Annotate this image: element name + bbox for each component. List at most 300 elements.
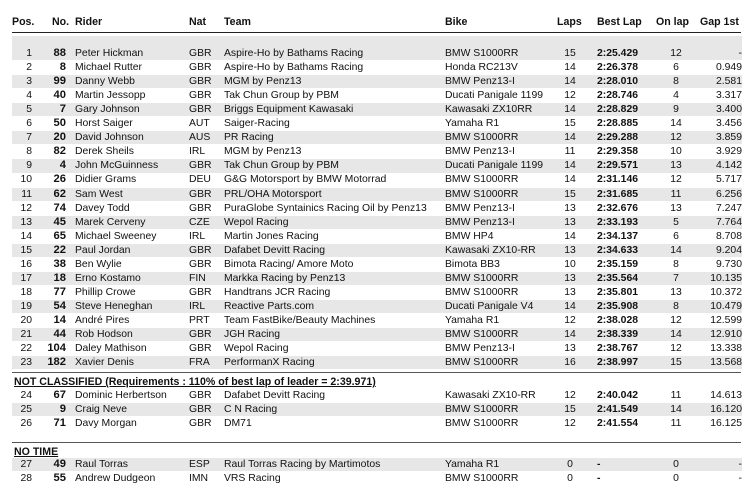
cell-no: 20 xyxy=(53,131,66,144)
cell-rider: Xavier Denis xyxy=(75,357,134,369)
cell-pos: 5 xyxy=(26,104,32,116)
cell-gap: 14.613 xyxy=(710,390,742,401)
cell-bike: BMW HP4 xyxy=(445,230,494,242)
cell-nat: IMN xyxy=(189,473,209,485)
cell-best: 2:41.554 xyxy=(597,418,639,430)
cell-gap: 10.135 xyxy=(710,272,742,284)
cell-onlap: 6 xyxy=(673,230,679,242)
cell-gap: 10.372 xyxy=(710,286,742,298)
cell-best: - xyxy=(597,459,601,470)
cell-team: Dafabet Devitt Racing xyxy=(224,390,326,401)
cell-no: 26 xyxy=(53,173,66,186)
cell-bike: BMW Penz13-I xyxy=(445,202,515,214)
cell-pos: 8 xyxy=(26,146,32,158)
cell-team: Tak Chun Group by PBM xyxy=(224,160,339,172)
cell-gap: 7.764 xyxy=(715,216,742,228)
cell-gap: 16.125 xyxy=(710,418,742,430)
cell-onlap: 13 xyxy=(670,160,682,172)
cell-pos: 2 xyxy=(26,62,32,74)
cell-best: 2:38.997 xyxy=(597,357,639,369)
cell-pos: 20 xyxy=(20,314,32,326)
cell-nat: IRL xyxy=(189,230,206,242)
cell-pos: 25 xyxy=(20,404,32,416)
cell-best: 2:38.767 xyxy=(597,343,639,355)
cell-no: 55 xyxy=(53,472,66,485)
cell-nat: AUT xyxy=(189,118,210,130)
cell-onlap: 12 xyxy=(670,132,682,144)
cell-onlap: 12 xyxy=(670,343,682,355)
cell-onlap: 11 xyxy=(670,390,682,401)
cell-bike: BMW S1000RR xyxy=(445,329,519,340)
cell-bike: BMW S1000RR xyxy=(445,286,519,298)
cell-best: 2:29.358 xyxy=(597,146,639,158)
cell-no: 7 xyxy=(59,103,66,116)
cell-no: 67 xyxy=(53,389,66,401)
cell-onlap: 6 xyxy=(673,62,679,74)
cell-bike: BMW Penz13-I xyxy=(445,216,515,228)
cell-nat: IRL xyxy=(189,300,206,312)
cell-rider: Davy Morgan xyxy=(75,418,137,430)
cell-gap: 5.717 xyxy=(715,174,742,186)
cell-nat: GBR xyxy=(189,48,212,59)
cell-best: 2:35.564 xyxy=(597,272,639,284)
cell-laps: 15 xyxy=(564,48,576,59)
cell-pos: 18 xyxy=(20,286,32,298)
cell-laps: 14 xyxy=(564,76,576,88)
cell-nat: GBR xyxy=(189,418,212,430)
cell-no: 9 xyxy=(59,403,66,416)
cell-rider: Peter Hickman xyxy=(75,48,144,59)
cell-gap: 2.581 xyxy=(715,76,742,88)
cell-no: 14 xyxy=(53,313,66,326)
cell-onlap: 12 xyxy=(670,314,682,326)
cell-laps: 13 xyxy=(564,216,576,228)
cell-pos: 14 xyxy=(20,230,32,242)
cell-team: PR Racing xyxy=(224,132,274,144)
header-bike: Bike xyxy=(445,16,468,28)
cell-gap: 3.317 xyxy=(715,90,742,102)
cell-onlap: 0 xyxy=(673,473,679,485)
cell-team: C N Racing xyxy=(224,404,278,416)
cell-bike: Honda RC213V xyxy=(445,62,518,74)
cell-pos: 10 xyxy=(20,174,32,186)
cell-rider: Andrew Dudgeon xyxy=(75,473,156,485)
cell-onlap: 10 xyxy=(670,146,682,158)
table-row xyxy=(12,75,742,88)
cell-gap: 12.910 xyxy=(710,329,742,340)
cell-best: 2:34.137 xyxy=(597,230,639,242)
cell-gap: 13.568 xyxy=(710,357,742,369)
cell-best: 2:35.801 xyxy=(597,286,639,298)
cell-nat: CZE xyxy=(189,216,210,228)
cell-laps: 0 xyxy=(567,473,573,485)
cell-bike: Yamaha R1 xyxy=(445,314,500,326)
cell-gap: 10.479 xyxy=(710,300,742,312)
cell-pos: 13 xyxy=(20,216,32,228)
cell-rider: Daley Mathison xyxy=(75,343,147,355)
cell-rider: Paul Jordan xyxy=(75,244,131,256)
cell-team: Saiger-Racing xyxy=(224,118,290,130)
cell-nat: GBR xyxy=(189,160,212,172)
cell-best: 2:29.571 xyxy=(597,160,639,172)
cell-rider: Danny Webb xyxy=(75,76,135,88)
cell-onlap: 13 xyxy=(670,202,682,214)
cell-laps: 15 xyxy=(564,188,576,200)
cell-onlap: 8 xyxy=(673,300,679,312)
cell-best: 2:33.193 xyxy=(597,216,639,228)
cell-team: G&G Motorsport by BMW Motorrad xyxy=(224,174,387,186)
cell-bike: Kawasaki ZX10RR xyxy=(445,104,533,116)
cell-team: Markka Racing by Penz13 xyxy=(224,272,346,284)
cell-gap: - xyxy=(738,473,742,485)
cell-team: Bimota Racing/ Amore Moto xyxy=(224,258,354,270)
cell-best: 2:38.339 xyxy=(597,329,639,340)
cell-rider: Michael Rutter xyxy=(75,62,142,74)
cell-bike: Kawasaki ZX10-RR xyxy=(445,390,536,401)
cell-bike: BMW Penz13-I xyxy=(445,343,515,355)
cell-nat: IRL xyxy=(189,146,206,158)
cell-onlap: 11 xyxy=(670,188,682,200)
header-nat: Nat xyxy=(189,16,207,28)
cell-bike: Ducati Panigale 1199 xyxy=(445,90,544,102)
cell-pos: 27 xyxy=(20,459,32,470)
cell-no: 4 xyxy=(59,159,66,172)
cell-team: Aspire-Ho by Bathams Racing xyxy=(224,48,364,59)
cell-laps: 14 xyxy=(564,174,576,186)
cell-team: PerformanX Racing xyxy=(224,357,315,369)
cell-best: 2:28.829 xyxy=(597,104,639,116)
cell-laps: 16 xyxy=(564,357,576,369)
cell-team: Team FastBike/Beauty Machines xyxy=(224,314,376,326)
cell-rider: Martin Jessopp xyxy=(75,90,146,102)
cell-onlap: 14 xyxy=(670,118,682,130)
cell-nat: ESP xyxy=(189,459,210,470)
cell-onlap: 12 xyxy=(670,48,682,59)
cell-laps: 14 xyxy=(564,132,576,144)
cell-pos: 19 xyxy=(20,300,32,312)
cell-laps: 11 xyxy=(564,146,576,158)
cell-no: 71 xyxy=(53,417,66,430)
cell-onlap: 14 xyxy=(670,244,682,256)
cell-gap: 6.256 xyxy=(715,188,742,200)
cell-team: DM71 xyxy=(224,418,252,430)
cell-nat: GBR xyxy=(189,286,212,298)
cell-pos: 28 xyxy=(20,473,32,485)
cell-nat: GBR xyxy=(189,329,212,340)
cell-team: Wepol Racing xyxy=(224,216,289,228)
table-row xyxy=(12,472,742,485)
table-row xyxy=(12,202,742,215)
table-row xyxy=(12,89,742,102)
cell-no: 65 xyxy=(53,229,66,242)
table-row xyxy=(12,258,742,271)
table-row xyxy=(12,159,742,172)
cell-no: 182 xyxy=(47,356,66,369)
section-divider xyxy=(12,372,741,373)
cell-bike: Kawasaki ZX10-RR xyxy=(445,244,536,256)
cell-laps: 12 xyxy=(564,390,576,401)
cell-pos: 21 xyxy=(20,329,32,340)
cell-gap: - xyxy=(738,459,742,470)
cell-no: 82 xyxy=(53,145,66,158)
cell-pos: 17 xyxy=(20,272,32,284)
cell-rider: Michael Sweeney xyxy=(75,230,157,242)
cell-best: 2:35.159 xyxy=(597,258,639,270)
cell-pos: 6 xyxy=(26,118,32,130)
cell-team: PRL/OHA Motorsport xyxy=(224,188,322,200)
cell-onlap: 8 xyxy=(673,258,679,270)
cell-pos: 7 xyxy=(26,132,32,144)
cell-pos: 3 xyxy=(26,76,32,88)
table-row xyxy=(12,314,742,327)
cell-laps: 12 xyxy=(564,418,576,430)
cell-no: 8 xyxy=(59,61,66,74)
cell-gap: 4.142 xyxy=(715,160,742,172)
cell-onlap: 5 xyxy=(673,216,679,228)
cell-team: JGH Racing xyxy=(224,329,281,340)
cell-pos: 16 xyxy=(20,258,32,270)
cell-best: 2:38.028 xyxy=(597,314,639,326)
table-row xyxy=(12,131,742,144)
table-row xyxy=(12,286,742,299)
cell-nat: PRT xyxy=(189,314,210,326)
table-row xyxy=(12,356,742,369)
cell-bike: Yamaha R1 xyxy=(445,459,500,470)
cell-onlap: 15 xyxy=(670,357,682,369)
cell-nat: GBR xyxy=(189,104,212,116)
cell-best: 2:40.042 xyxy=(597,390,639,401)
cell-rider: Davey Todd xyxy=(75,202,130,214)
header-team: Team xyxy=(224,16,251,28)
cell-team: MGM by Penz13 xyxy=(224,76,302,88)
cell-gap: 8.708 xyxy=(715,230,742,242)
cell-no: 44 xyxy=(53,328,66,340)
cell-team: Briggs Equipment Kawasaki xyxy=(224,104,354,116)
cell-gap: 12.599 xyxy=(710,314,742,326)
cell-bike: BMW S1000RR xyxy=(445,188,519,200)
cell-pos: 22 xyxy=(20,343,32,355)
table-row xyxy=(12,117,742,130)
cell-laps: 14 xyxy=(564,230,576,242)
cell-bike: BMW S1000RR xyxy=(445,473,519,485)
table-row xyxy=(12,61,742,74)
table-row xyxy=(12,458,742,471)
cell-gap: 9.730 xyxy=(715,258,742,270)
section-divider xyxy=(12,442,741,443)
cell-laps: 14 xyxy=(564,104,576,116)
table-row xyxy=(12,342,742,355)
cell-no: 104 xyxy=(47,342,66,355)
cell-gap: 3.456 xyxy=(715,118,742,130)
cell-no: 62 xyxy=(53,187,66,200)
cell-gap: 3.929 xyxy=(715,146,742,158)
cell-nat: GBR xyxy=(189,76,212,88)
cell-nat: GBR xyxy=(189,404,212,416)
cell-onlap: 7 xyxy=(673,272,679,284)
cell-pos: 4 xyxy=(26,90,32,102)
table-row xyxy=(12,389,742,402)
cell-onlap: 14 xyxy=(670,404,682,416)
cell-team: Dafabet Devitt Racing xyxy=(224,244,326,256)
cell-nat: GBR xyxy=(189,202,212,214)
cell-best: 2:29.288 xyxy=(597,132,639,144)
cell-no: 77 xyxy=(53,285,66,298)
no-time-title: NO TIME xyxy=(14,446,59,458)
cell-pos: 26 xyxy=(20,418,32,430)
cell-nat: AUS xyxy=(189,132,211,144)
cell-rider: Steve Heneghan xyxy=(75,300,153,312)
cell-rider: Didier Grams xyxy=(75,174,137,186)
cell-no: 99 xyxy=(53,75,66,88)
cell-rider: Marek Cerveny xyxy=(75,216,146,228)
table-row xyxy=(12,216,742,229)
cell-rider: Dominic Herbertson xyxy=(75,390,167,401)
cell-team: MGM by Penz13 xyxy=(224,146,302,158)
cell-gap: 9.204 xyxy=(715,244,742,256)
cell-pos: 1 xyxy=(26,48,32,59)
cell-no: 40 xyxy=(53,89,66,102)
cell-nat: GBR xyxy=(189,244,212,256)
header-rider: Rider xyxy=(75,16,103,28)
cell-best: 2:32.676 xyxy=(597,202,639,214)
cell-bike: Ducati Panigale 1199 xyxy=(445,160,544,172)
cell-rider: Phillip Crowe xyxy=(75,286,136,298)
cell-best: 2:28.885 xyxy=(597,118,639,130)
cell-rider: Ben Wylie xyxy=(75,258,122,270)
cell-onlap: 13 xyxy=(670,286,682,298)
cell-laps: 14 xyxy=(564,329,576,340)
header-gap: Gap 1st xyxy=(700,16,739,28)
cell-nat: GBR xyxy=(189,343,212,355)
cell-rider: Raul Torras xyxy=(75,459,128,470)
cell-team: Handtrans JCR Racing xyxy=(224,286,331,298)
cell-laps: 12 xyxy=(564,314,576,326)
cell-pos: 11 xyxy=(21,188,32,200)
cell-nat: FRA xyxy=(189,357,210,369)
header-divider xyxy=(12,32,741,33)
cell-nat: GBR xyxy=(189,390,212,401)
header-on-lap: On lap xyxy=(656,16,689,28)
cell-best: 2:31.685 xyxy=(597,188,639,200)
cell-no: 45 xyxy=(53,215,66,228)
cell-team: PuraGlobe Syntainics Racing Oil by Penz13 xyxy=(224,202,427,214)
cell-onlap: 9 xyxy=(673,104,679,116)
cell-laps: 14 xyxy=(564,62,576,74)
cell-pos: 12 xyxy=(20,202,32,214)
cell-team: Raul Torras Racing by Martimotos xyxy=(224,459,381,470)
cell-team: Reactive Parts.com xyxy=(224,300,315,312)
cell-onlap: 11 xyxy=(670,418,682,430)
cell-pos: 23 xyxy=(20,357,32,369)
cell-no: 22 xyxy=(53,243,66,256)
cell-bike: Yamaha R1 xyxy=(445,118,500,130)
cell-nat: GBR xyxy=(189,258,212,270)
cell-bike: BMW Penz13-I xyxy=(445,76,515,88)
cell-laps: 13 xyxy=(564,272,576,284)
cell-bike: BMW S1000RR xyxy=(445,272,519,284)
cell-gap: 0.949 xyxy=(715,62,742,74)
cell-onlap: 14 xyxy=(670,329,682,340)
cell-team: Martin Jones Racing xyxy=(224,230,319,242)
cell-best: 2:34.633 xyxy=(597,244,639,256)
cell-best: 2:28.746 xyxy=(597,90,639,102)
cell-nat: GBR xyxy=(189,62,212,74)
cell-nat: DEU xyxy=(189,174,211,186)
cell-rider: André Pires xyxy=(75,314,130,326)
cell-no: 50 xyxy=(53,117,66,130)
cell-no: 49 xyxy=(53,458,66,470)
cell-rider: Sam West xyxy=(75,188,123,200)
cell-onlap: 8 xyxy=(673,76,679,88)
cell-rider: Erno Kostamo xyxy=(75,272,141,284)
table-header xyxy=(0,14,745,30)
not-classified-title: NOT CLASSIFIED (Requirements : 110% of best lap of leader = 2:39.971) xyxy=(14,376,376,388)
cell-laps: 13 xyxy=(564,202,576,214)
cell-laps: 13 xyxy=(564,244,576,256)
cell-team: Wepol Racing xyxy=(224,343,289,355)
cell-laps: 14 xyxy=(564,300,576,312)
table-row xyxy=(12,272,742,285)
table-row xyxy=(12,188,742,201)
cell-pos: 9 xyxy=(26,160,32,172)
cell-rider: Craig Neve xyxy=(75,404,127,416)
table-row xyxy=(12,403,742,416)
cell-bike: BMW Penz13-I xyxy=(445,146,515,158)
cell-no: 88 xyxy=(53,47,66,59)
table-row xyxy=(12,47,742,60)
cell-bike: BMW S1000RR xyxy=(445,418,519,430)
cell-nat: FIN xyxy=(189,272,206,284)
cell-pos: 24 xyxy=(20,390,32,401)
cell-gap: 7.247 xyxy=(715,202,742,214)
cell-laps: 13 xyxy=(564,286,576,298)
header-no: No. xyxy=(52,16,70,28)
cell-rider: Derek Sheils xyxy=(75,146,134,158)
cell-gap: - xyxy=(738,48,742,59)
cell-best: 2:26.378 xyxy=(597,62,639,74)
cell-bike: BMW S1000RR xyxy=(445,132,519,144)
cell-bike: Ducati Panigale V4 xyxy=(445,300,534,312)
cell-onlap: 4 xyxy=(673,90,679,102)
cell-rider: John McGuinness xyxy=(75,160,159,172)
cell-team: Tak Chun Group by PBM xyxy=(224,90,339,102)
table-row xyxy=(12,417,742,430)
cell-laps: 15 xyxy=(564,404,576,416)
cell-laps: 10 xyxy=(564,258,576,270)
cell-laps: 0 xyxy=(567,459,573,470)
cell-pos: 15 xyxy=(20,244,32,256)
cell-laps: 12 xyxy=(564,90,576,102)
cell-team: Aspire-Ho by Bathams Racing xyxy=(224,62,364,74)
header-best-lap: Best Lap xyxy=(597,16,642,28)
cell-laps: 15 xyxy=(564,118,576,130)
table-row xyxy=(12,300,742,313)
cell-no: 54 xyxy=(53,299,66,312)
cell-best: 2:31.146 xyxy=(597,174,639,186)
cell-rider: Rob Hodson xyxy=(75,329,133,340)
cell-bike: BMW S1000RR xyxy=(445,404,519,416)
table-row xyxy=(12,328,742,341)
cell-gap: 3.400 xyxy=(715,104,742,116)
table-row xyxy=(12,244,742,257)
cell-onlap: 12 xyxy=(670,174,682,186)
cell-best: 2:28.010 xyxy=(597,76,639,88)
cell-team: VRS Racing xyxy=(224,473,281,485)
cell-rider: Gary Johnson xyxy=(75,104,140,116)
cell-best: 2:25.429 xyxy=(597,48,639,59)
table-row xyxy=(12,145,742,158)
cell-nat: GBR xyxy=(189,90,212,102)
